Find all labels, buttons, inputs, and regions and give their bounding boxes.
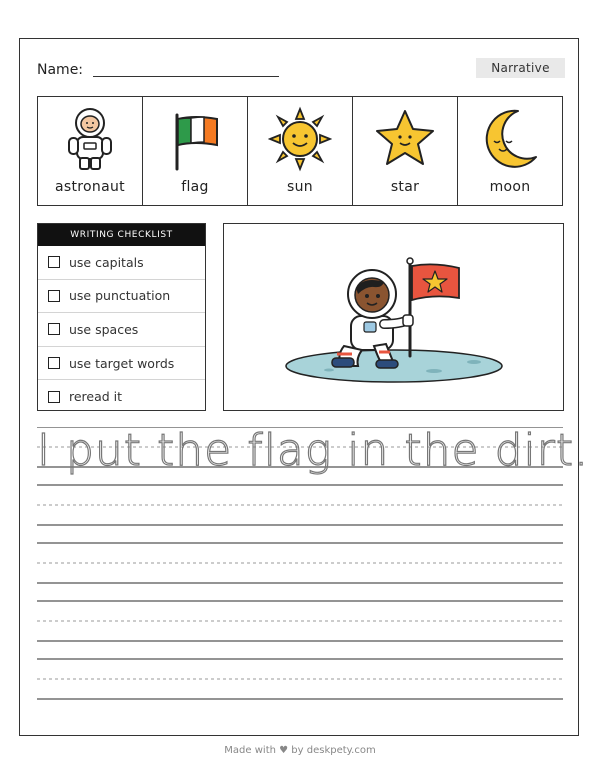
- checklist-item-label: use target words: [69, 355, 175, 371]
- vocab-word: astronaut: [55, 179, 125, 195]
- handwriting-area[interactable]: [37, 425, 590, 707]
- checkbox[interactable]: [48, 357, 60, 369]
- checklist-item-label: use capitals: [69, 254, 144, 270]
- vocab-card-sun: [248, 97, 353, 205]
- vocab-word: sun: [287, 179, 313, 195]
- vocab-word: star: [390, 179, 420, 195]
- flag-icon: [165, 105, 225, 173]
- checklist-item[interactable]: [38, 246, 205, 280]
- name-label: Name:: [37, 62, 84, 78]
- star-icon: [373, 105, 437, 173]
- footer-made-with: Made with: [224, 745, 276, 756]
- astronaut-planting-flag-illustration: [224, 224, 563, 410]
- checklist-item[interactable]: [38, 380, 205, 413]
- story-picture: [223, 223, 564, 411]
- vocabulary-bank: [37, 96, 563, 206]
- checkbox[interactable]: [48, 256, 60, 268]
- checklist-item[interactable]: [38, 313, 205, 347]
- checklist-item-label: use punctuation: [69, 288, 171, 304]
- vocab-card-star: [353, 97, 458, 205]
- checkbox[interactable]: [48, 323, 60, 335]
- heart-icon: ♥: [279, 745, 289, 756]
- vocab-word: flag: [181, 179, 209, 195]
- footer: [0, 745, 600, 756]
- checkbox[interactable]: [48, 290, 60, 302]
- writing-checklist: [37, 223, 206, 411]
- checkbox[interactable]: [48, 391, 60, 403]
- astronaut-icon: [60, 105, 120, 173]
- worksheet: [19, 38, 590, 736]
- checklist-item[interactable]: [38, 347, 205, 381]
- genre-badge: Narrative: [476, 58, 565, 78]
- vocab-card-moon: [458, 97, 562, 205]
- moon-icon: [478, 105, 542, 173]
- trace-sentence: I put the flag in the dirt.: [37, 425, 590, 476]
- checklist-item-label: use spaces: [69, 321, 139, 337]
- checklist-item[interactable]: [38, 280, 205, 314]
- vocab-card-flag: [143, 97, 248, 205]
- checklist-title: WRITING CHECKLIST: [38, 224, 205, 246]
- vocab-card-astronaut: [38, 97, 143, 205]
- name-field-line[interactable]: [93, 76, 279, 77]
- checklist-item-label: reread it: [69, 389, 123, 405]
- vocab-word: moon: [489, 179, 531, 195]
- sun-icon: [268, 105, 332, 173]
- footer-site[interactable]: by deskpety.com: [291, 745, 376, 756]
